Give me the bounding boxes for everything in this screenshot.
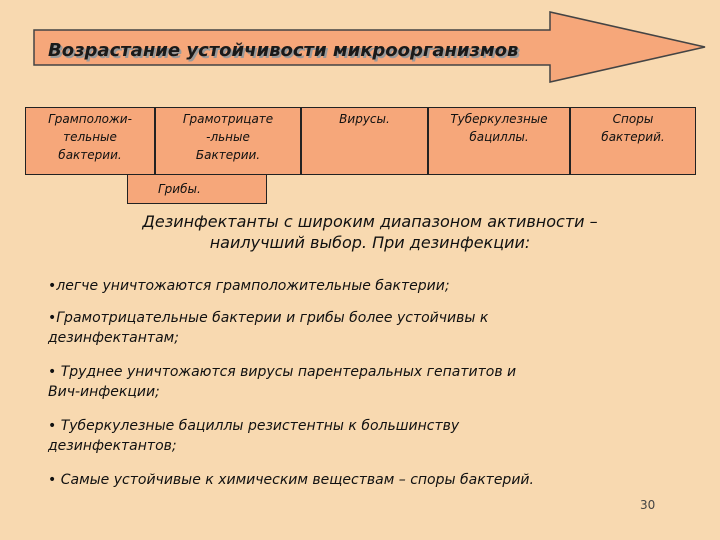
bullet-item	[48, 276, 688, 296]
bullet-line: Вич-инфекции;	[48, 384, 160, 400]
organism-gram-positive	[25, 107, 155, 175]
organism-line: бациллы.	[469, 130, 529, 144]
heading-line: наилучший выбор. При дезинфекции:	[209, 233, 531, 252]
bullet-item	[48, 470, 688, 490]
organism-line: бактерий.	[601, 130, 665, 144]
organism-gram-negative	[155, 107, 301, 175]
disinfectant-heading	[60, 211, 680, 253]
bullet-line: •легче уничтожаются грамположительные бактерии;	[48, 278, 450, 294]
organism-line: Грибы.	[158, 182, 201, 196]
bullet-line: • Самые устойчивые к химическим веществам – споры бактерий.	[48, 472, 534, 488]
bullet-line: дезинфектантам;	[48, 330, 179, 346]
organism-line: Грамотрицате	[182, 112, 274, 126]
organism-fungi	[127, 174, 267, 204]
arrow-title: Возрастание устойчивости микроорганизмов	[48, 40, 519, 61]
organism-line: Споры	[612, 112, 654, 126]
organism-line: Бактерии.	[195, 148, 261, 162]
page-number: 30	[640, 498, 656, 512]
heading-line: Дезинфектанты с широким диапазоном активности –	[142, 212, 598, 231]
organism-spores	[570, 107, 696, 175]
bullet-line: дезинфектантов;	[48, 438, 177, 454]
bullet-item	[48, 362, 688, 402]
bullet-line: • Труднее уничтожаются вирусы парентеральных гепатитов и	[48, 364, 517, 380]
bullet-line: •Грамотрицательные бактерии и грибы более устойчивы к	[48, 310, 489, 326]
organism-tuberculosis	[428, 107, 570, 175]
organism-line: Туберкулезные	[450, 112, 548, 126]
bullet-line: • Туберкулезные бациллы резистентны к большинству	[48, 418, 460, 434]
organism-line: -льные	[206, 130, 250, 144]
organism-line: Вирусы.	[339, 112, 390, 126]
organism-line: Грамположи-	[48, 112, 132, 126]
bullet-item	[48, 416, 688, 456]
organism-line: тельные	[63, 130, 117, 144]
organism-line: бактерии.	[58, 148, 122, 162]
organism-viruses	[301, 107, 428, 175]
bullet-item	[48, 308, 688, 348]
